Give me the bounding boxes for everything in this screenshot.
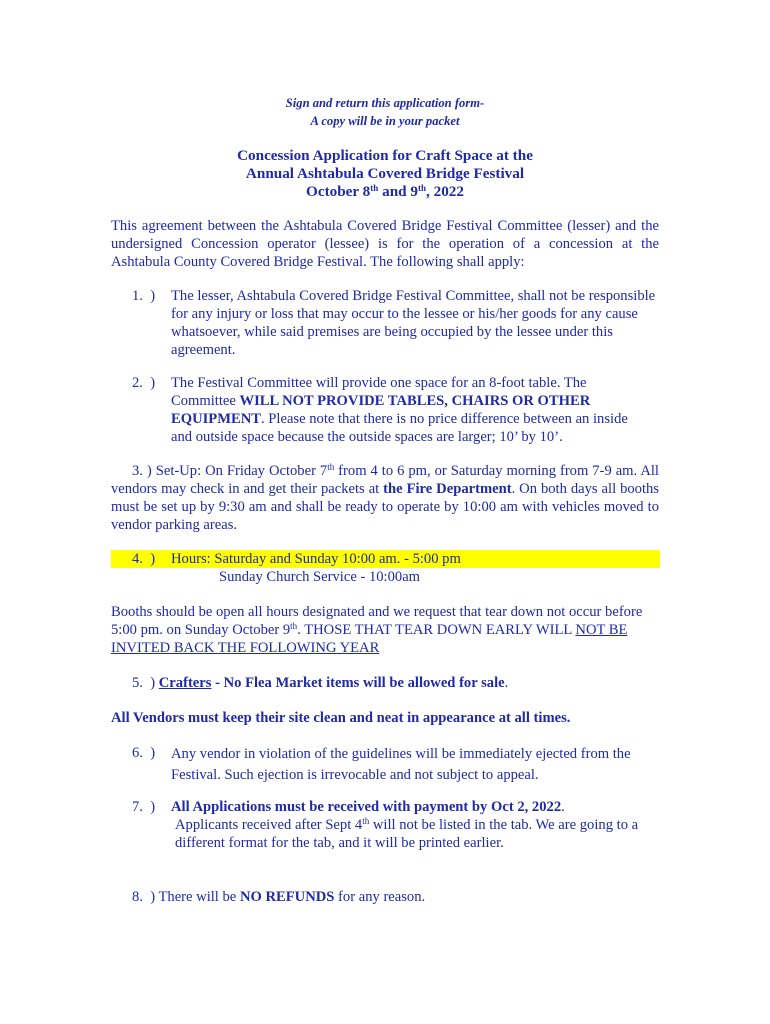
- vendors-notice-text: All Vendors must keep their site clean and neat in appearance at all times.: [111, 710, 571, 726]
- booths-paragraph: [111, 603, 659, 657]
- item-6-body: Any vendor in violation of the guidelines will be immediately ejected from the Festival. Such ejection is irrevocable and not subject to appeal.: [171, 746, 631, 783]
- item-4-hours: Hours: Saturday and Sunday 10:00 am. - 5:00 pm: [171, 551, 461, 567]
- item-5-rule: - No Flea Market items will be allowed for sale: [211, 675, 505, 691]
- item-5-period: .: [504, 675, 509, 691]
- item-7-headline: [171, 798, 565, 816]
- item-3-sup: th: [327, 462, 335, 472]
- item-8-line: [132, 888, 425, 906]
- item-8-body-b: for any reason.: [334, 889, 426, 905]
- item-1-body: The lesser, Ashtabula Covered Bridge Festival Committee, shall not be responsible for any injury or loss that may occur to the lessee or his/her goods for any cause whatsoever, while said premises are being occupied by the lessee under this agreement.: [171, 288, 656, 358]
- title-sup-2: th: [417, 183, 426, 193]
- item-3-body-b: from 4 to 6 pm, or Saturday morning from 7-9 am. All vendors may check in and get their packets at: [111, 463, 659, 497]
- item-2-text: [171, 374, 631, 446]
- item-8-body-a: 8. ) There will be: [132, 889, 240, 905]
- title-date-part-2: and 9: [378, 183, 418, 200]
- intro-paragraph: This agreement between the Ashtabula Covered Bridge Festival Committee (lesser) and the undersigned Concession operator (lessee) is for the operation of a concession at the Ashtabula County Covered Bridge Festival. The following shall apply:: [111, 218, 659, 270]
- item-3-body-c: . On both days all booths must be set up by 9:30 am and shall be ready to operate by 10:00 am with vehicles moved to vendor parking areas.: [111, 481, 659, 533]
- vendors-notice: [111, 709, 570, 727]
- item-2-body-b: . Please note that there is no price difference between an inside and outside space because the outside spaces are larger; 10’ by 10’.: [171, 411, 628, 445]
- item-3-bold: the Fire Department: [383, 481, 512, 497]
- item-1-number: 1. ): [132, 288, 156, 304]
- item-7-text: [175, 816, 661, 852]
- item-2-body-a: The Festival Committee will provide one space for an 8-foot table. The Committee: [171, 375, 587, 409]
- item-3-text: [111, 462, 659, 534]
- title-line-2: Annual Ashtabula Covered Bridge Festival: [245, 165, 525, 182]
- item-4-church-service: Sunday Church Service - 10:00am: [219, 569, 421, 585]
- booths-underlined: NOT BE INVITED BACK THE FOLLOWING YEAR: [111, 622, 628, 656]
- item-6-text: [171, 744, 641, 786]
- title-line-3: [0, 183, 770, 201]
- item-3-body-a: 3. ) Set-Up: On Friday October 7: [132, 463, 328, 479]
- booths-body-b: . THOSE THAT TEAR DOWN EARLY WILL: [297, 622, 576, 638]
- item-5-crafters: Crafters: [158, 675, 212, 691]
- item-7-bold: All Applications must be received with payment by Oct 2, 2022: [171, 799, 562, 815]
- item-5-line: [132, 674, 508, 692]
- item-1-text: [171, 287, 661, 359]
- item-7-body-a: Applicants received after Sept 4: [175, 817, 363, 833]
- item-6-number: 6. ): [132, 745, 156, 761]
- header-line-2: A copy will be in your packet: [310, 114, 460, 128]
- title-line-1: Concession Application for Craft Space at the: [237, 147, 533, 164]
- item-5-number: 5. ): [132, 675, 159, 691]
- title-date-part-3: , 2022: [426, 183, 464, 200]
- item-7-body-b: will not be listed in the tab. We are going to a different format for the tab, and it will be printed earlier.: [175, 817, 639, 851]
- item-2-bold: WILL NOT PROVIDE TABLES, CHAIRS OR OTHER EQUIPMENT: [171, 393, 591, 427]
- item-7-period: .: [561, 799, 565, 815]
- item-7-sup: th: [362, 816, 370, 826]
- header-line-1: Sign and return this application form-: [285, 96, 485, 110]
- item-7-number: 7. ): [132, 799, 156, 815]
- title-sup-1: th: [370, 183, 379, 193]
- item-8-bold: NO REFUNDS: [239, 889, 335, 905]
- document-title: [0, 147, 770, 201]
- header-notice: [0, 94, 770, 130]
- booths-body-a: Booths should be open all hours designated and we request that tear down not occur before 5:00 pm. on Sunday October 9: [111, 604, 643, 638]
- title-date-part-1: October 8: [306, 183, 371, 200]
- booths-sup: th: [290, 621, 298, 631]
- item-2-number: 2. ): [132, 375, 156, 391]
- item-4-number: 4. ): [132, 551, 156, 567]
